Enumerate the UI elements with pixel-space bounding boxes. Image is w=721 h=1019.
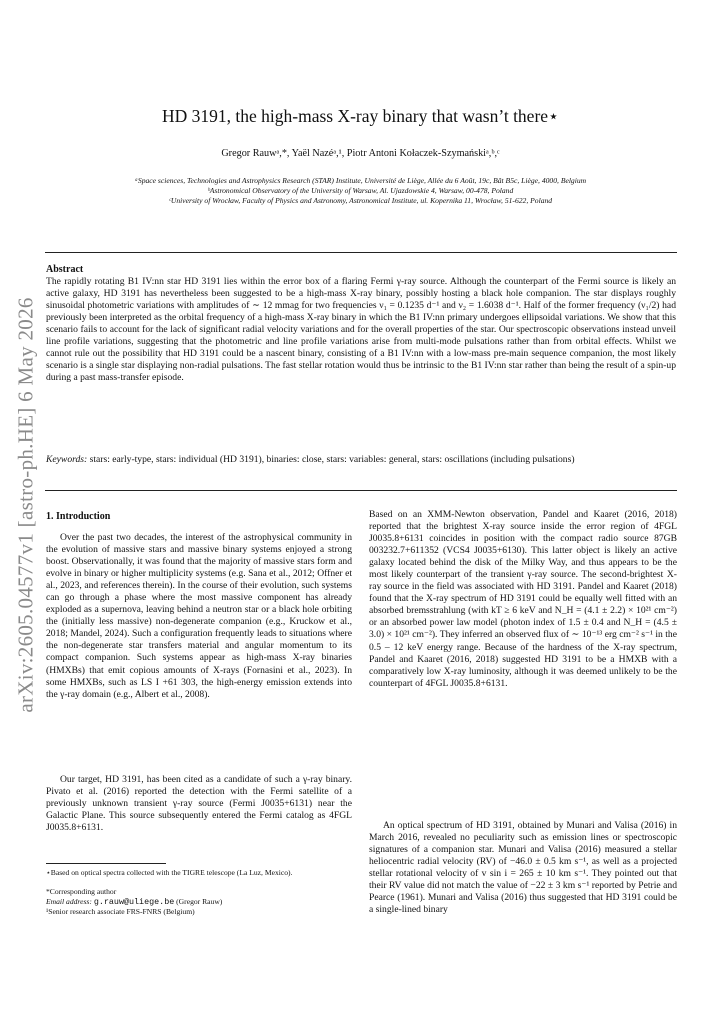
footnote-star: ⋆Based on optical spectra collected with the TIGRE telescope (La Luz, Mexico). [46,868,293,877]
keywords [46,454,676,466]
section-heading-introduction: 1. Introduction [46,511,111,522]
arxiv-sidebar-stamp [10,295,42,715]
intro-paragraph-4: An optical spectrum of HD 3191, obtained by Munari and Valisa (2016) in March 2016, revealed no peculiarity such as emission lines or spectroscopic signatures of a companion star. Munari and Valisa (2016) measured a stellar heliocentric radial velocity (RV) of −46.0 ± 0.5 km s⁻¹, as well as a projected stellar rotational velocity of v sin i = 265 ± 10 km s⁻¹. They pointed out that their RV value did not match the value of −22 ± 3 km s⁻¹ reported by Petrie and Pearce (1961). Munari and Valisa (2016) thus suggested that HD 3191 could be a single-lined binary [369,820,677,916]
intro-paragraph-2: Our target, HD 3191, has been cited as a candidate of such a γ-ray binary. Pivato et al. (2016) reported the detection with the Fermi satellite of a previously unknown transient γ-ray source (Fermi J0035+6131) near the Galactic Plane. This source subsequently entered the Fermi catalog as 4FGL J0035.8+6131. [46,774,352,834]
abstract-heading: Abstract [46,264,84,275]
email-owner: (Gregor Rauw) [176,897,223,906]
footnote-email [46,897,352,907]
author-list: Gregor Rauwᵃ,*, Yaël Nazéᵃ,¹, Piotr Antoni Kołaczek-Szymańskiᵃ,ᵇ,ᶜ [221,148,500,159]
top-divider [45,252,677,253]
keywords-label: Keywords: [46,454,88,465]
intro-paragraph-3: Based on an XMM-Newton observation, Pandel and Kaaret (2016, 2018) reported that the brightest X-ray source inside the error region of 4FGL J0035.8+6131 coincides in position with the compact radio source 87GB 003232.7+611352 (VCS4 J0035+6130). This latter object is likely an active galaxy located behind the disk of the Milky Way, and thus appears to be the most likely counterpart of the transient γ-ray source. The second-brightest X-ray source in the field was associated with HD 3191. Pandel and Kaaret (2018) found that the X-ray spectrum of HD 3191 could be equally well fitted with an absorbed bremsstrahlung (with kT ≥ 6 keV and N_H = (4.1 ± 2.2) × 10²¹ cm⁻²) or an absorbed power law model (photon index of 1.5 ± 0.4 and N_H = (4.5 ± 3.0) × 10²¹ cm⁻²). They inferred an observed flux of ∼ 10⁻¹³ erg cm⁻² s⁻¹ in the 0.5 – 12 keV energy range. Because of the hardness of the X-ray spectrum, Pandel and Kaaret (2016, 2018) suggested HD 3191 to be a HMXB with a comparatively low X-ray luminosity, although it was deemed unlikely to be the counterpart of 4FGL J0035.8+6131. [369,509,677,689]
footnote-corresponding: *Corresponding author [46,887,117,896]
affiliation-c: ᶜUniversity of Wrocław, Faculty of Physics and Astronomy, Astronomical Institute, ul. Kopernika 11, Wrocław, 51-622, Poland [168,196,553,205]
arxiv-identifier: arXiv:2605.04577v1 [astro-ph.HE] 6 May 2026 [13,297,38,713]
footnote-senior: ¹Senior research associate FRS-FNRS (Belgium) [46,907,195,916]
abstract-body: The rapidly rotating B1 IV:nn star HD 3191 lies within the error box of a flaring Fermi γ-ray source. Although the counterpart of the Fermi source is likely an active galaxy, HD 3191 has nevertheless been suggested to be a high-mass X-ray binary, possibly hosting a black hole companion. The star displays roughly sinusoidal photometric variations with amplitudes of ∼ 12 mmag for two frequencies ν₁ = 0.1235 d⁻¹ and ν₂ = 1.6038 d⁻¹. Half of the former frequency (ν₁/2) had previously been interpreted as the orbital frequency of a high-mass X-ray binary in which the B1 IV:nn primary undergoes ellipsoidal variations. We show that this scenario fails to account for the lack of significant radial velocity variations and for the overall properties of the star. Our spectroscopic observations instead unveil line profile variations, suggesting that the photometric and line profile variations arise from multi-mode pulsations rather than from orbital effects. Whilst we cannot rule out the possibility that HD 3191 could be a nascent binary, consisting of a B1 IV:nn with a low-mass pre-main sequence companion, the most likely scenario is a single star displaying non-radial pulsations. The fast stellar rotation would thus be intrinsic to the B1 IV:nn star rather than being the result of a spin-up during a past mass-transfer episode. [46,276,676,384]
affiliation-a: ᵃSpace sciences, Technologies and Astrophysics Research (STAR) Institute, Université de Liège, Allée du 6 Août, 19c, Bât B5c, Liège, 4000, Belgium [134,176,587,185]
email-label: Email address: [46,897,92,906]
keywords-text: stars: early-type, stars: individual (HD 3191), binaries: close, stars: variables: general, stars: oscillations (including pulsations) [89,454,575,465]
affiliation-b: ᵇAstronomical Observatory of the University of Warsaw, Al. Ujazdowskie 4, Warsaw, 00-478, Poland [207,186,514,195]
email-address[interactable]: g.rauw@uliege.be [93,897,175,907]
intro-paragraph-1: Over the past two decades, the interest of the astrophysical community in the evolution of massive stars and massive binary systems enjoyed a strong boost. Observationally, it was found that the majority of massive stars form and evolve in binary or higher multiplicity systems (e.g. Sana et al., 2012; Offner et al., 2023, and references therein). In the course of their evolution, such systems can go through a phase where the most massive component has already exploded as a supernova, leaving behind a neutron star or a black hole orbiting the (initially less massive) non-degenerate companion (e.g., Kruckow et al., 2018; Mandel, 2024). Such a configuration frequently leads to situations where the non-degenerate star transfers material and angular momentum to its compact companion. Such systems appear as high-mass X-ray binaries (HMXBs) that emit copious amounts of X-rays (Fornasini et al., 2023). In some HMXBs, such as LS I +61 303, the high-energy emission extends into the γ-ray domain (e.g., Albert et al., 2008). [46,532,352,700]
paper-title: HD 3191, the high-mass X-ray binary that wasn’t there⋆ [162,106,559,126]
footnote-rule [46,863,166,864]
abstract-bottom-divider [45,490,677,491]
